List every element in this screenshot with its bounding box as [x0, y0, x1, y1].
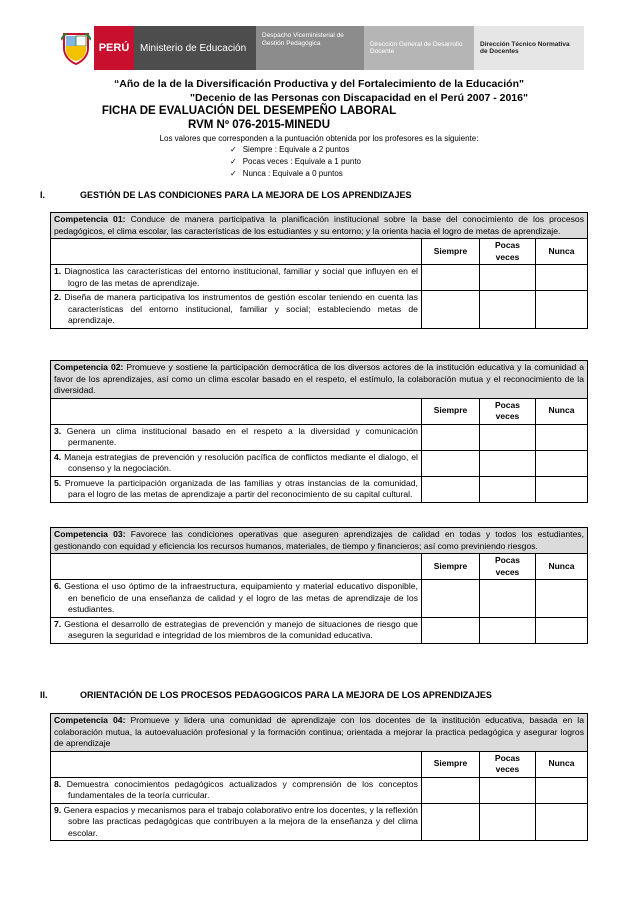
answer-siempre-cell[interactable]	[421, 803, 479, 841]
answer-pocas-veces-cell[interactable]	[480, 476, 536, 502]
competencia-description	[51, 361, 588, 399]
section-title: ORIENTACIÓN DE LOS PROCESOS PEDAGOGICOS PARA LA MEJORA DE LOS APRENDIZAJES	[80, 690, 492, 700]
item-text: 3. Genera un clima institucional basado en el respeto a la diversidad y comunicación permanente.	[51, 424, 422, 450]
answer-nunca-cell[interactable]	[535, 803, 587, 841]
section-heading	[40, 690, 492, 700]
scale-item: ✓ Pocas veces : Equivale a 1 punto	[230, 156, 361, 168]
section-number: I.	[40, 190, 46, 200]
answer-pocas-veces-cell[interactable]	[480, 265, 536, 291]
answer-nunca-cell[interactable]	[535, 476, 587, 502]
table-row	[51, 265, 588, 291]
answer-siempre-cell[interactable]	[421, 617, 479, 643]
institutional-banner	[58, 26, 596, 70]
item-text: 4. Maneja estrategias de prevención y resolución pacífica de conflictos mediante el dialogo, el consenso y la negociación.	[51, 450, 422, 476]
answer-nunca-cell[interactable]	[535, 450, 587, 476]
column-pocas-veces: Pocas veces	[480, 239, 536, 265]
item-text: 7. Gestiona el desarrollo de estrategias de prevención y manejo de situaciones de riesgo que aseguren la seguridad e integridad de los miembros de la comunidad educativa.	[51, 617, 422, 643]
competencia-description	[51, 714, 588, 752]
table-row	[51, 803, 588, 841]
table-row	[51, 580, 588, 618]
table-row	[51, 476, 588, 502]
competencia-table	[50, 360, 588, 503]
column-siempre: Siempre	[421, 751, 479, 777]
column-nunca: Nunca	[535, 239, 587, 265]
table-row	[51, 617, 588, 643]
direccion-general-label: Dirección General de Desarrollo Docente	[364, 26, 474, 70]
competencia-text: Promueve y sostiene la participación democrática de los diversos actores de la institución educativa y la comunidad a favor de los aprendizajes, así como un clima escolar basado en el respeto, el estímulo, la colaboración mutua y el reconocimiento de la diversidad.	[54, 362, 584, 395]
answer-pocas-veces-cell[interactable]	[480, 580, 536, 618]
competencia-text: Conduce de manera participativa la planificación institucional sobre la base del conocimiento de los procesos pedagógicos, el clima escolar, las características de los estudiantes y su entorno; y la orienta hacia el logro de metas de aprendizaje.	[54, 214, 584, 236]
competencia-label: Competencia 02:	[54, 362, 124, 372]
despacho-label: Despacho Viceministerial de Gestión Pedagógica	[256, 26, 364, 70]
competencia-label: Competencia 03:	[54, 529, 126, 539]
answer-siempre-cell[interactable]	[421, 291, 479, 329]
competencia-text: Favorece las condiciones operativas que aseguren aprendizajes de calidad en todas y todos los estudiantes, gestionando con equidad y eficiencia los recursos humanos, materiales, de tiempo y financieros; así como previniendo riesgos.	[54, 529, 584, 551]
section-title: GESTIÓN DE LAS CONDICIONES PARA LA MEJORA DE LOS APRENDIZAJES	[80, 190, 412, 200]
section-number: II.	[40, 690, 48, 700]
table-row	[51, 777, 588, 803]
answer-siempre-cell[interactable]	[421, 424, 479, 450]
column-siempre: Siempre	[421, 398, 479, 424]
answer-pocas-veces-cell[interactable]	[480, 617, 536, 643]
table-row	[51, 424, 588, 450]
competencia-table	[50, 527, 588, 644]
answer-nunca-cell[interactable]	[535, 291, 587, 329]
answer-nunca-cell[interactable]	[535, 617, 587, 643]
table-row	[51, 450, 588, 476]
rvm-label: RVM Nº 076-2015-MINEDU	[187, 119, 331, 131]
direccion-tecnico-label: Dirección Técnico Normativa de Docentes	[474, 26, 584, 70]
header-blank-cell	[51, 239, 422, 265]
page-title: FICHA DE EVALUACIÓN DEL DESEMPEÑO LABORAL	[101, 105, 397, 117]
answer-pocas-veces-cell[interactable]	[480, 291, 536, 329]
scale-item: ✓ Siempre : Equivale a 2 puntos	[230, 144, 361, 156]
answer-nunca-cell[interactable]	[535, 424, 587, 450]
answer-pocas-veces-cell[interactable]	[480, 450, 536, 476]
answer-nunca-cell[interactable]	[535, 777, 587, 803]
peru-coat-of-arms-icon	[58, 26, 94, 70]
column-pocas-veces: Pocas veces	[480, 398, 536, 424]
answer-pocas-veces-cell[interactable]	[480, 424, 536, 450]
scoring-intro: Los valores que corresponden a la puntuación obtenida por los profesores es la siguiente:	[159, 134, 479, 143]
section-heading	[40, 190, 412, 200]
column-siempre: Siempre	[421, 239, 479, 265]
competencia-text: Promueve y lidera una comunidad de aprendizaje con los docentes de la institución educativa, basada en la colaboración mutua, la autoevaluación profesional y la formación continua; orientada a mejorar la practica pedagógica y asegurar logros de aprendizaje	[54, 715, 584, 748]
answer-siempre-cell[interactable]	[421, 476, 479, 502]
answer-siempre-cell[interactable]	[421, 450, 479, 476]
answer-pocas-veces-cell[interactable]	[480, 803, 536, 841]
column-siempre: Siempre	[421, 554, 479, 580]
answer-siempre-cell[interactable]	[421, 777, 479, 803]
column-pocas-veces: Pocas veces	[480, 751, 536, 777]
header-blank-cell	[51, 554, 422, 580]
item-text: 5. Promueve la participación organizada de las familias y otras instancias de la comunidad, para el logro de las metas de aprendizaje a partir del reconocimiento de su capital cultural.	[51, 476, 422, 502]
table-row	[51, 291, 588, 329]
competencia-label: Competencia 04:	[54, 715, 126, 725]
scale-item: ✓ Nunca : Equivale a 0 puntos	[230, 168, 361, 180]
item-text: 8. Demuestra conocimientos pedagógicos actualizados y comprensión de los conceptos fundamentales de la teoría curricular.	[51, 777, 422, 803]
ministerio-label: Ministerio de Educación	[134, 26, 256, 70]
column-nunca: Nunca	[535, 751, 587, 777]
competencia-table	[50, 713, 588, 841]
column-pocas-veces: Pocas veces	[480, 554, 536, 580]
answer-nunca-cell[interactable]	[535, 580, 587, 618]
competencia-table	[50, 212, 588, 329]
year-title: “Año de la de la Diversificación Productiva y del Fortalecimiento de la Educación"	[114, 78, 524, 90]
answer-nunca-cell[interactable]	[535, 265, 587, 291]
item-text: 9. Genera espacios y mecanismos para el trabajo colaborativo entre los docentes, y la reflexión sobre las practicas pedagógicas que contribuyen a la mejora de la enseñanza y del clima escolar.	[51, 803, 422, 841]
item-text: 2. Diseña de manera participativa los instrumentos de gestión escolar teniendo en cuenta las características del entorno institucional, familiar y social; estableciendo metas de aprendizaje.	[51, 291, 422, 329]
decade-title: "Decenio de las Personas con Discapacidad en el Perú 2007 - 2016"	[190, 92, 528, 104]
answer-siempre-cell[interactable]	[421, 265, 479, 291]
column-nunca: Nunca	[535, 554, 587, 580]
competencia-label: Competencia 01:	[54, 214, 126, 224]
item-text: 6. Gestiona el uso óptimo de la infraestructura, equipamiento y material educativo disponible, en beneficio de una enseñanza de calidad y el logro de las metas de aprendizaje de los estudiantes.	[51, 580, 422, 618]
scoring-scale	[230, 144, 361, 180]
column-nunca: Nunca	[535, 398, 587, 424]
answer-pocas-veces-cell[interactable]	[480, 777, 536, 803]
answer-siempre-cell[interactable]	[421, 580, 479, 618]
competencia-description	[51, 528, 588, 554]
header-blank-cell	[51, 751, 422, 777]
item-text: 1. Diagnostica las características del entorno institucional, familiar y social que influyen en el logro de las metas de aprendizaje.	[51, 265, 422, 291]
header-blank-cell	[51, 398, 422, 424]
competencia-description	[51, 213, 588, 239]
peru-label: PERÚ	[94, 26, 134, 70]
